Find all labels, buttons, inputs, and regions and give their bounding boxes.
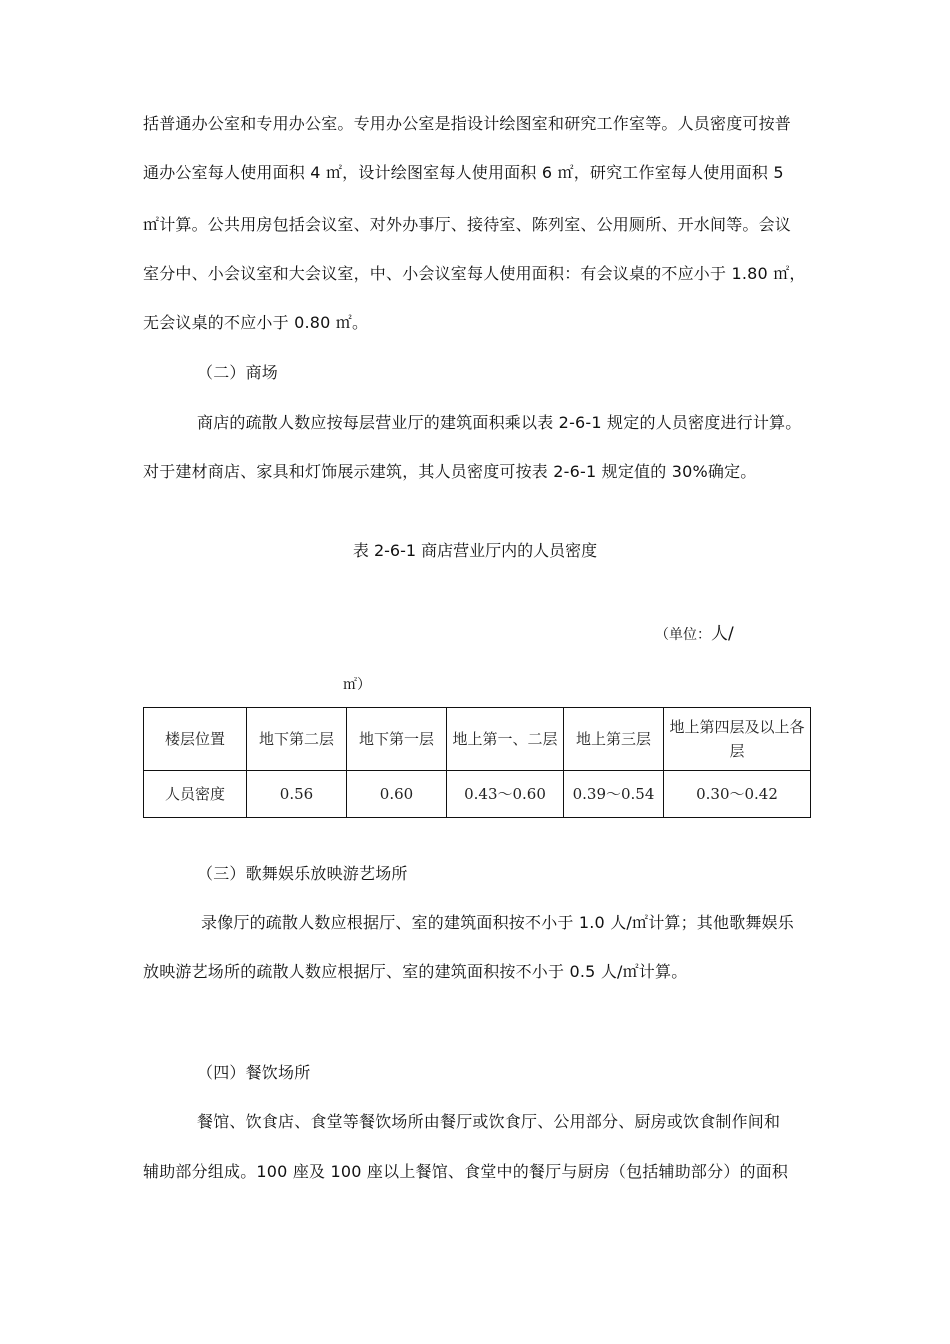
table-unit-suffix: ㎡） [343,677,371,693]
text-line: 对于建材商店、家具和灯饰展示建筑，其人员密度可按表 2-6-1 规定值的 30%确定。 [143,462,757,481]
section-heading: （四）餐饮场所 [197,1063,311,1082]
table-cell: 人员密度 [144,771,247,818]
table-cell: 地上第一、二层 [447,708,564,771]
table-unit [655,624,734,645]
table-cell: 0.43～0.60 [447,771,564,818]
table-cell: 0.39～0.54 [564,771,664,818]
text-line: 室分中、小会议室和大会议室，中、小会议室每人使用面积：有会议桌的不应小于 1.80 ㎡， [143,264,806,283]
table-cell: 0.60 [347,771,447,818]
text-line: 无会议桌的不应小于 0.80 ㎡。 [143,313,369,332]
table-row [144,771,811,818]
table-cell: 地下第一层 [347,708,447,771]
section-heading: （三）歌舞娱乐放映游艺场所 [197,864,408,883]
text-line: ㎡计算。公共用房包括会议室、对外办事厅、接待室、陈列室、公用厕所、开水间等。会议 [143,215,792,234]
text-line: 餐馆、饮食店、食堂等餐饮场所由餐厅或饮食厅、公用部分、厨房或饮食制作间和 [197,1112,781,1131]
table-cell: 地上第三层 [564,708,664,771]
unit-prefix: （单位： [655,627,711,643]
table-cell: 楼层位置 [144,708,247,771]
section-heading: （二）商场 [197,363,279,382]
text-line: 通办公室每人使用面积 4 ㎡，设计绘图室每人使用面积 6 ㎡，研究工作室每人使用面积 5 [143,163,784,182]
table-cell: 地下第二层 [247,708,347,771]
density-table [143,707,811,818]
text-line: 括普通办公室和专用办公室。专用办公室是指设计绘图室和研究工作室等。人员密度可按普 [143,114,792,133]
table-cell: 地上第四层及以上各层 [664,708,811,771]
unit-person: 人/ [711,624,734,644]
table-cell: 0.30～0.42 [664,771,811,818]
text-line: 商店的疏散人数应按每层营业厅的建筑面积乘以表 2-6-1 规定的人员密度进行计算。 [197,413,802,432]
text-line: 录像厅的疏散人数应根据厅、室的建筑面积按不小于 1.0 人/㎡计算；其他歌舞娱乐 [201,913,795,932]
table-header-row [144,708,811,771]
text-line: 辅助部分组成。100 座及 100 座以上餐馆、食堂中的餐厅与厨房（包括辅助部分）的面积 [143,1162,789,1181]
table-cell: 0.56 [247,771,347,818]
table-caption: 表 2-6-1 商店营业厅内的人员密度 [352,541,598,560]
text-line: 放映游艺场所的疏散人数应根据厅、室的建筑面积按不小于 0.5 人/㎡计算。 [143,962,688,981]
